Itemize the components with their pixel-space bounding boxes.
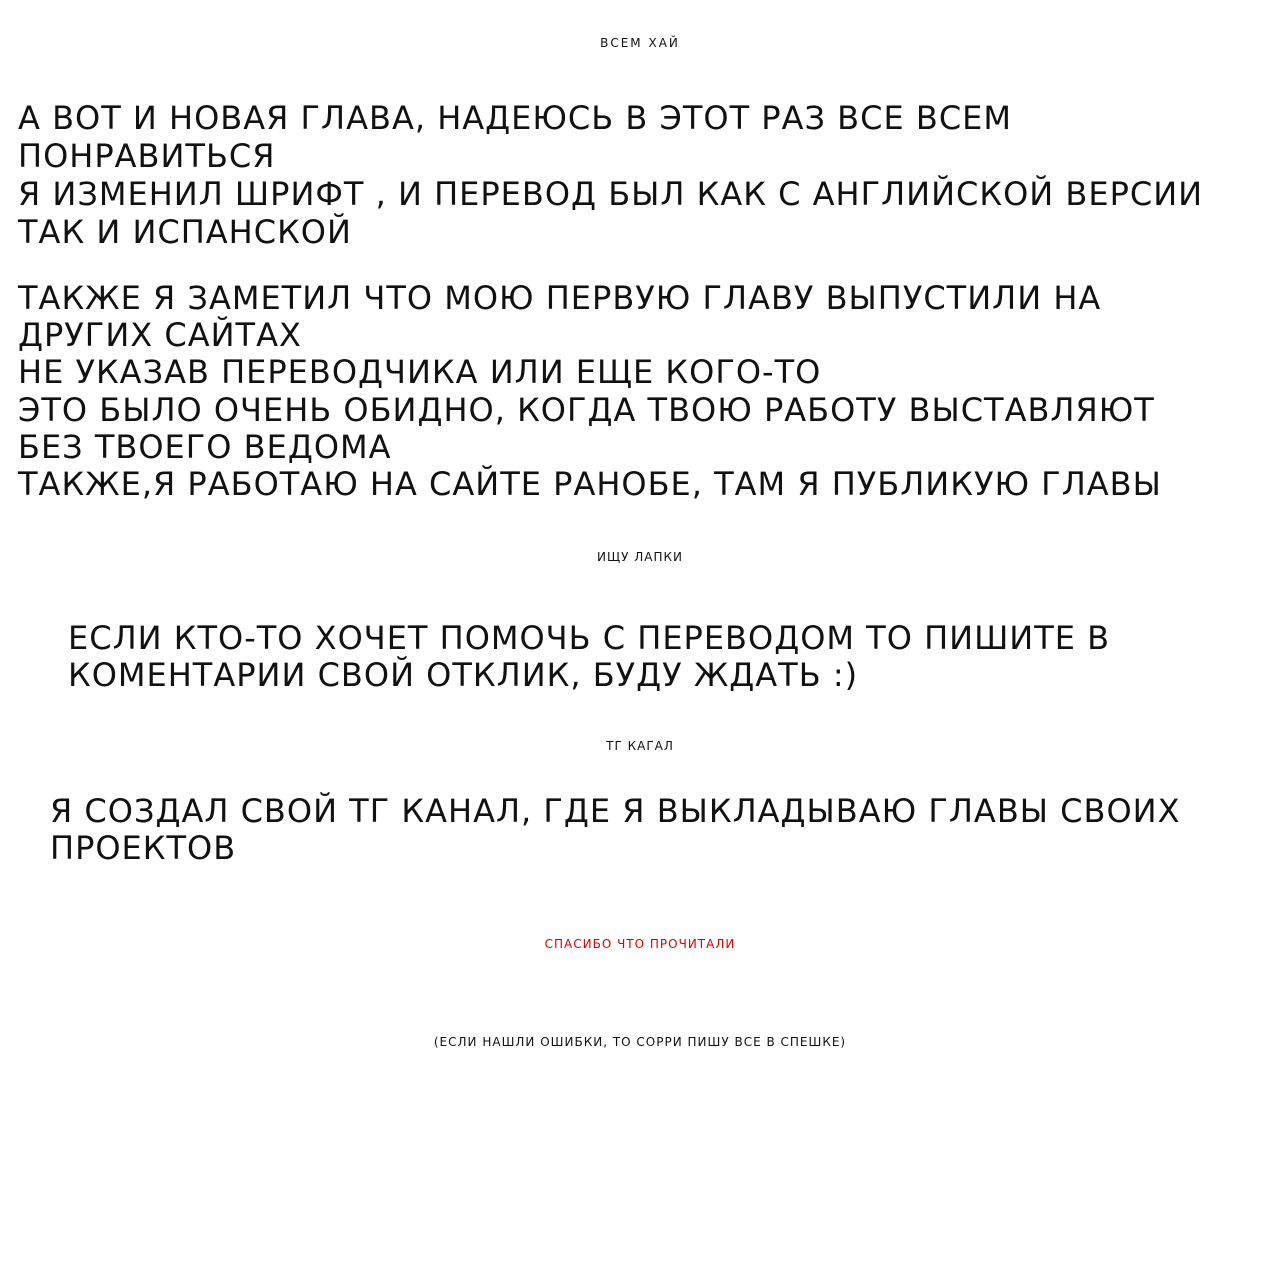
tg-heading: ТГ КАГАЛ	[606, 739, 674, 753]
search-body-line-2: КОМЕНТАРИИ СВОЙ ОТКЛИК, БУДУ ЖДАТЬ :)	[68, 656, 859, 694]
intro-line-1: А ВОТ И НОВАЯ ГЛАВА, НАДЕЮСЬ В ЭТОТ РАЗ ВСЕ ВСЕМ	[18, 99, 1012, 137]
tg-body-line-1: Я СОЗДАЛ СВОЙ ТГ КАНАЛ, ГДЕ Я ВЫКЛАДЫВАЮ ГЛАВЫ СВОИХ	[50, 792, 1181, 830]
intro-line-2: ПОНРАВИТЬСЯ	[18, 137, 276, 175]
complaint-line-2: ДРУГИХ САЙТАХ	[18, 316, 302, 354]
complaint-line-5: БЕЗ ТВОЕГО ВЕДОМА	[18, 428, 392, 466]
search-body-line-1: ЕСЛИ КТО-ТО ХОЧЕТ ПОМОЧЬ С ПЕРЕВОДОМ ТО ПИШИТЕ В	[68, 619, 1111, 657]
apology-text: (ЕСЛИ НАШЛИ ОШИБКИ, ТО СОРРИ ПИШУ ВСЕ В СПЕШКЕ)	[433, 1035, 847, 1049]
complaint-line-4: ЭТО БЫЛО ОЧЕНЬ ОБИДНО, КОГДА ТВОЮ РАБОТУ ВЫСТАВЛЯЮТ	[18, 391, 1155, 429]
search-heading: ИЩУ ЛАПКИ	[597, 550, 683, 564]
complaint-line-6: ТАКЖЕ,Я РАБОТАЮ НА САЙТЕ РАНОБЕ, ТАМ Я ПУБЛИКУЮ ГЛАВЫ	[18, 465, 1162, 503]
tg-body-line-2: ПРОЕКТОВ	[50, 829, 237, 867]
intro-line-4: ТАК И ИСПАНСКОЙ	[18, 213, 352, 251]
page-title: ВСЕМ ХАЙ	[600, 36, 680, 50]
thanks-text: СПАСИБО ЧТО ПРОЧИТАЛИ	[544, 937, 736, 951]
complaint-line-1: ТАКЖЕ Я ЗАМЕТИЛ ЧТО МОЮ ПЕРВУЮ ГЛАВУ ВЫПУСТИЛИ НА	[18, 279, 1102, 317]
intro-line-3: Я ИЗМЕНИЛ ШРИФТ , И ПЕРЕВОД БЫЛ КАК С АНГЛИЙСКОЙ ВЕРСИИ	[18, 175, 1204, 213]
complaint-line-3: НЕ УКАЗАВ ПЕРЕВОДЧИКА ИЛИ ЕЩЕ КОГО-ТО	[18, 353, 822, 391]
